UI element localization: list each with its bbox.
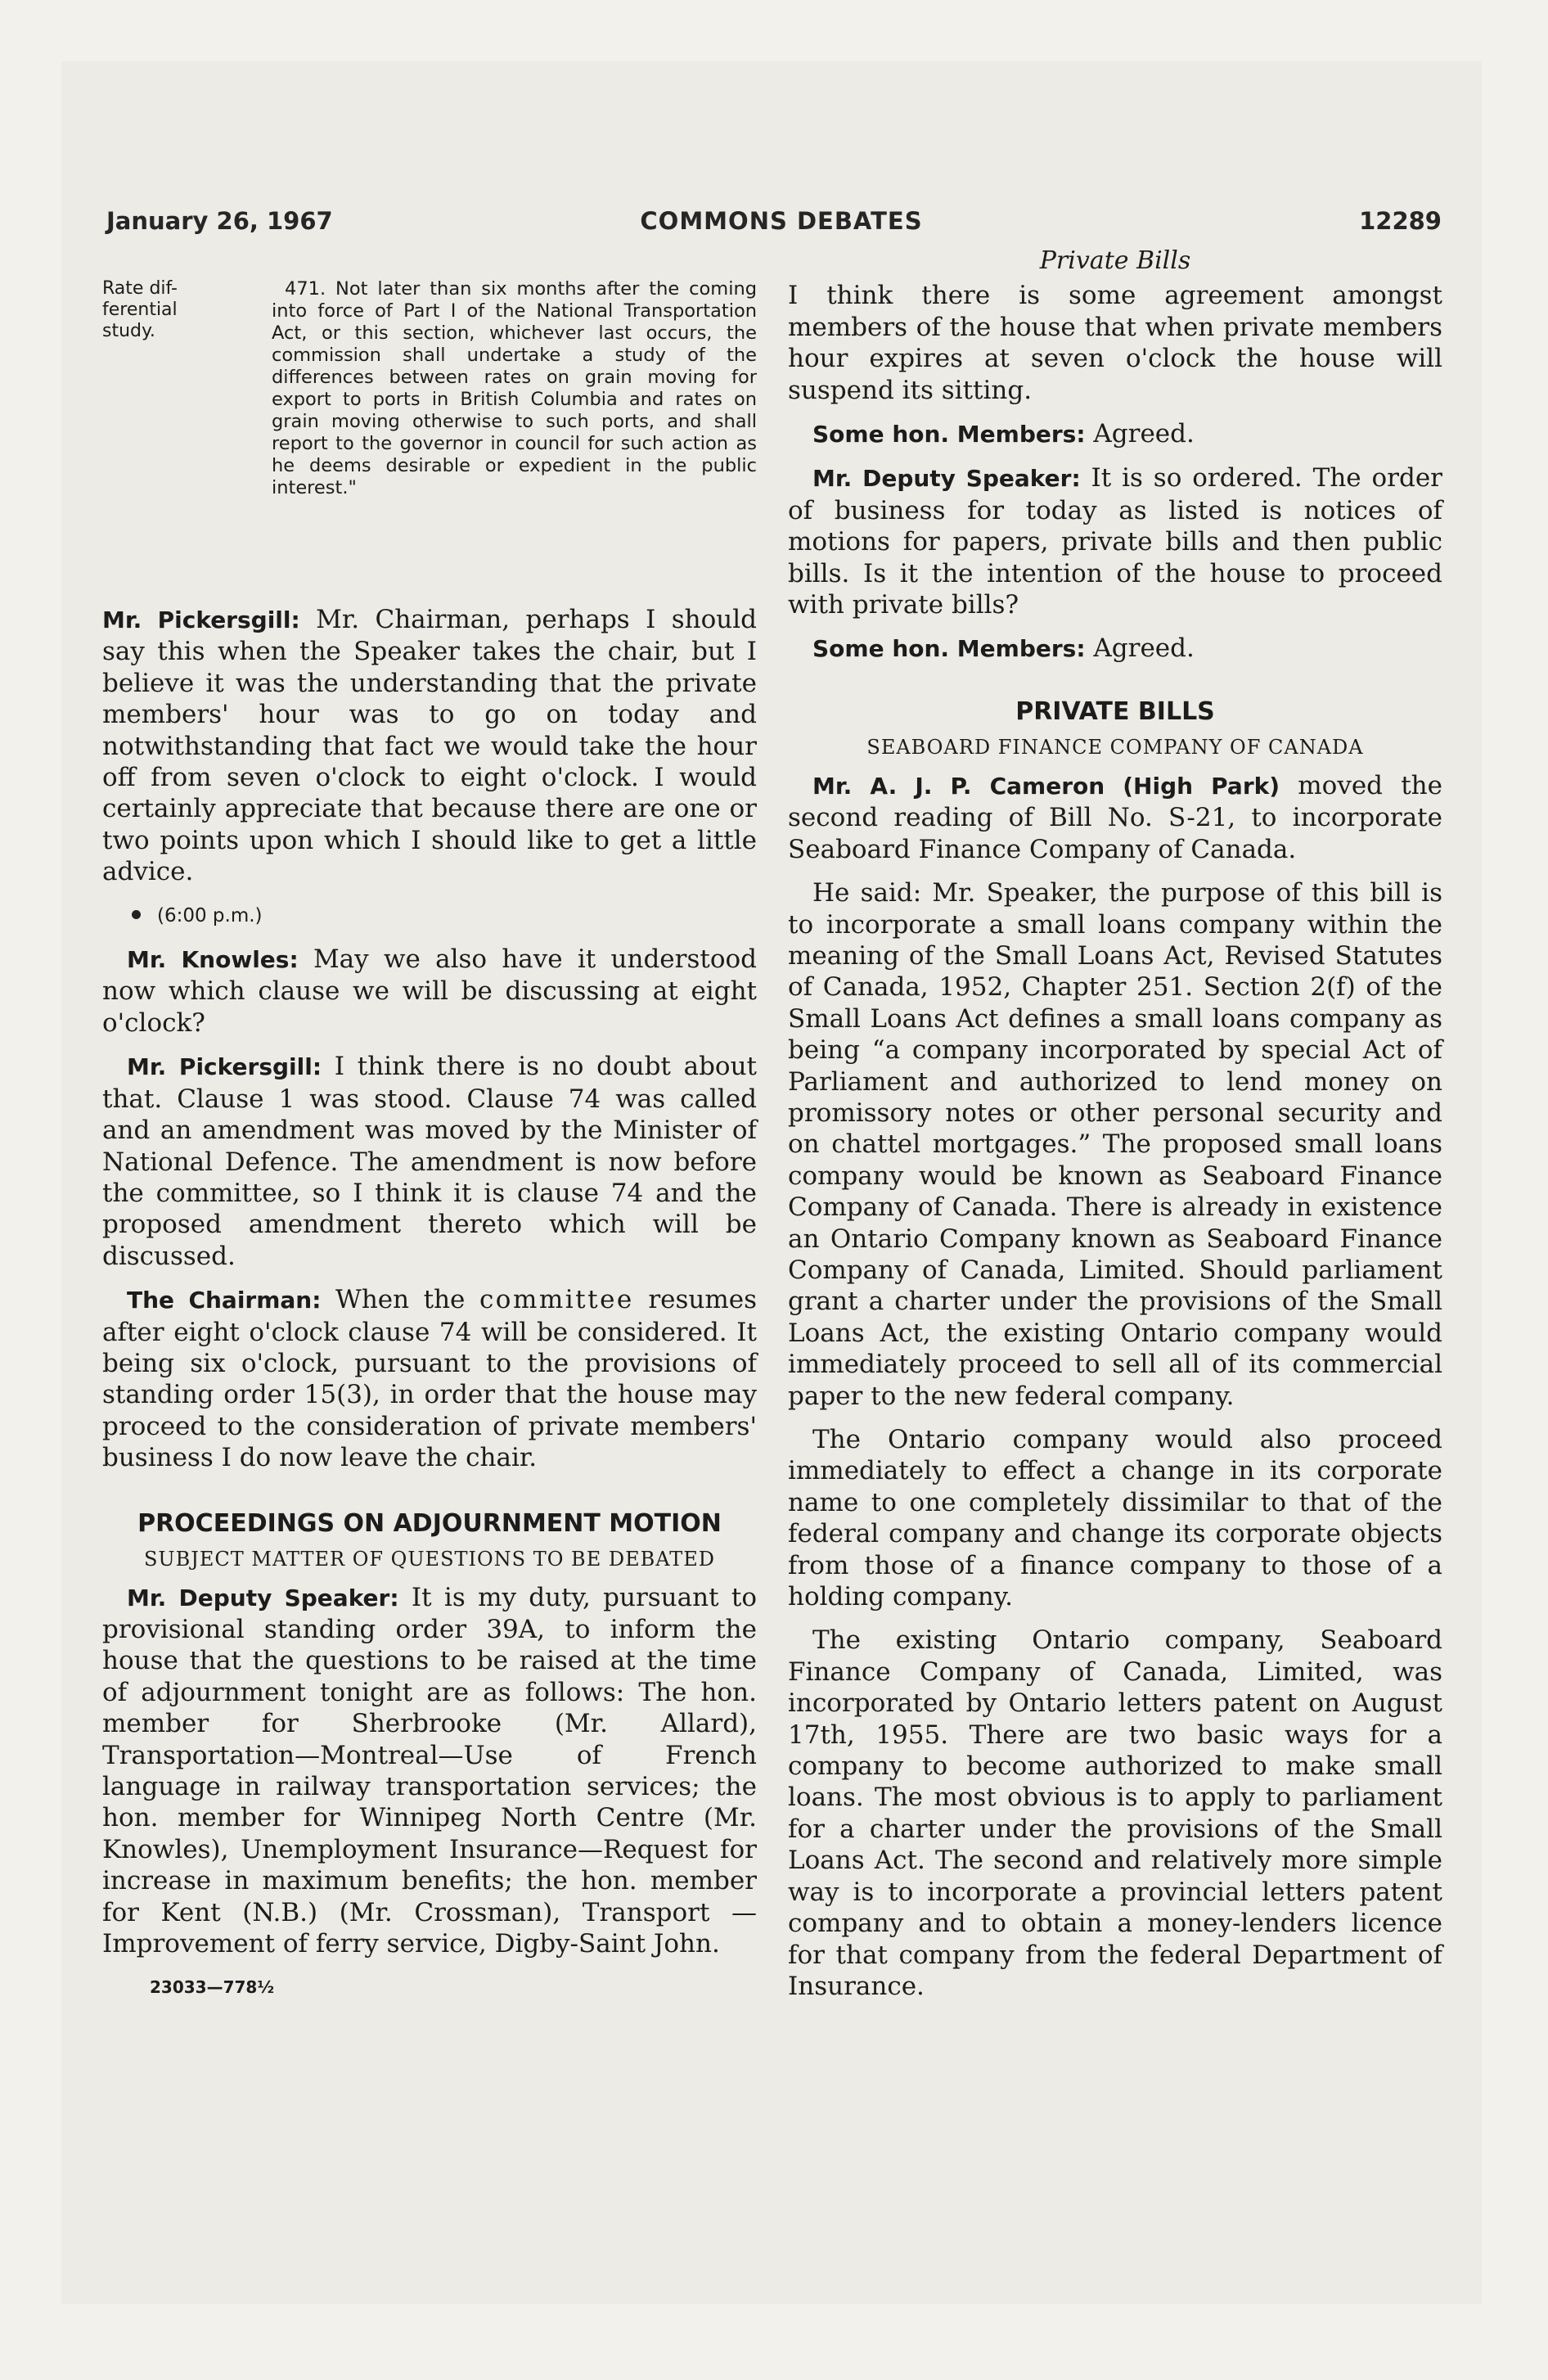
left-column — [102, 246, 757, 2004]
paragraph: He said: Mr. Speaker, the purpose of this bill is to incorporate a small loans company within the meaning of the Small Loans Act, Revised Statutes of Canada, 1952, Chapter 251. Section 2(f) of the Small Loans Act defines a small loans company as being “a company incorporated by special Act of Parliament and authorized to lend money on promissory notes or other personal security and on chattel mortgages.” The proposed small loans company would be known as Seaboard Finance Company of Canada. There is already in existence an Ontario Company known as Seaboard Finance Company of Canada, Limited. Should parliament grant a charter under the provisions of the Small Loans Act, the existing Ontario company would immediately proceed to sell all of its commercial paper to the new federal company. — [788, 878, 1442, 1411]
page-header — [106, 207, 1442, 240]
speaker-name: Mr. Pickersgill: — [102, 606, 300, 633]
clause-number: 471. — [285, 278, 326, 300]
paragraph: Some hon. Members: Agreed. — [812, 419, 1195, 449]
paragraph: Mr. A. J. P. Cameron (High Park) moved the second reading of Bill No. S-21, to incorporate Seaboard Finance Company of Canada. — [788, 770, 1442, 864]
subsection-title: SUBJECT MATTER OF QUESTIONS TO BE DEBATED — [143, 1547, 716, 1571]
printer-signature: 23033—778½ — [150, 1977, 275, 1998]
clause-body: Not later than six months after the coming into force of Part I of the National Transportation Act, or this section, whichever last occurs, the commission shall undertake a study of the differences between rates on grain moving for export to ports in British Columbia and rates on grain moving otherwise to such ports, and shall report to the governor in council for such action as he deems desirable or expedient in the public interest." — [272, 278, 757, 498]
speaker-name: The Chairman: — [127, 1287, 322, 1314]
time-stamp: (6:00 p.m.) — [102, 900, 757, 931]
paragraph: Some hon. Members: Agreed. — [812, 633, 1195, 664]
paragraph: Mr. Pickersgill: I think there is no doubt about that. Clause 1 was stood. Clause 74 was called and an amendment was moved by the Minister of National Defence. The amendment is now before the committee, so I think it is clause 74 and the proposed amendment thereto which will be discussed. — [102, 1052, 758, 1271]
header-date: January 26, 1967 — [106, 207, 333, 235]
paragraph: Mr. Deputy Speaker: It is my duty, pursuant to provisional standing order 39A, to inform the house that the questions to be raised at the time of adjournment tonight are as follows: The hon. member for Sherbrooke (Mr. Allard), Transportation—Montreal—Use of French language in railway transportation services; the hon. member for Winnipeg North Centre (Mr. Knowles), Unemployment Insurance—Request for increase in maximum benefits; the hon. member for Kent (N.B.) (Mr. Crossman), Transport —Improvement of ferry service, Digby-Saint John. — [102, 1582, 757, 1959]
header-page-number: 12289 — [1359, 207, 1442, 235]
quoted-clause — [102, 278, 757, 589]
speaker-name: Some hon. Members: — [812, 635, 1086, 663]
speaker-name: Mr. Deputy Speaker: — [127, 1584, 399, 1611]
speaker-name: Mr. Pickersgill: — [127, 1053, 322, 1081]
paragraph: Mr. Pickersgill: Mr. Chairman, perhaps I should say this when the Speaker takes the chair, but I believe it was the understanding that the private members' hour was to go on today and notwithstanding that fact we would take the hour off from seven o'clock to eight o'clock. I would certainly appreciate that because there are one or two points upon which I should like to get a little advice. — [102, 605, 757, 887]
paragraph: The existing Ontario company, Seaboard Finance Company of Canada, Limited, was incorporated by Ontario letters patent on August 17th, 1955. There are two basic ways for a company to become authorized to make small loans. The most obvious is to apply to parliament for a charter under the provisions of the Small Loans Act. The second and relatively more simple way is to incorporate a provincial letters patent company and to obtain a money-lenders licence for that company from the federal Department of Insurance. — [788, 1625, 1442, 2001]
right-column — [788, 246, 1442, 2014]
paragraph: I think there is some agreement amongst members of the house that when private members hour expires at seven o'clock the house will suspend its sitting. — [788, 281, 1442, 405]
margin-note: Rate dif- ferential study. — [102, 278, 178, 341]
section-title: PROCEEDINGS ON ADJOURNMENT MOTION — [137, 1508, 722, 1538]
quoted-clause-text — [272, 278, 757, 499]
speaker-name: Some hon. Members: — [812, 421, 1086, 449]
section-title: PRIVATE BILLS — [1015, 696, 1215, 726]
bullet-icon — [132, 910, 141, 919]
speaker-name: Mr. Deputy Speaker: — [812, 465, 1081, 493]
paragraph: Mr. Deputy Speaker: It is so ordered. The order of business for today as listed is notices of motions for papers, private bills and then public bills. Is it the intention of the house to proceed with private bills? — [788, 463, 1442, 620]
speaker-name: Mr. A. J. P. Cameron (High Park) — [812, 772, 1280, 800]
header-title: COMMONS DEBATES — [640, 207, 923, 235]
paragraph: Mr. Knowles: May we also have it understood now which clause we will be discussing at eight o'clock? — [102, 944, 758, 1038]
speaker-name: Mr. Knowles: — [127, 946, 299, 974]
subsection-title: SEABOARD FINANCE COMPANY OF CANADA — [866, 735, 1364, 759]
running-head: Private Bills — [1039, 246, 1191, 275]
paragraph: The Ontario company would also proceed immediately to effect a change in its corporate name to one completely dissimilar to that of the federal company and change its corporate objects from those of a finance company to those of a holding company. — [788, 1425, 1442, 1612]
paragraph: The Chairman: When the committee resumes after eight o'clock clause 74 will be considered. It being six o'clock, pursuant to the provisions of standing order 15(3), in order that the house may proceed to the consideration of private members' business I do now leave the chair. — [102, 1285, 758, 1473]
